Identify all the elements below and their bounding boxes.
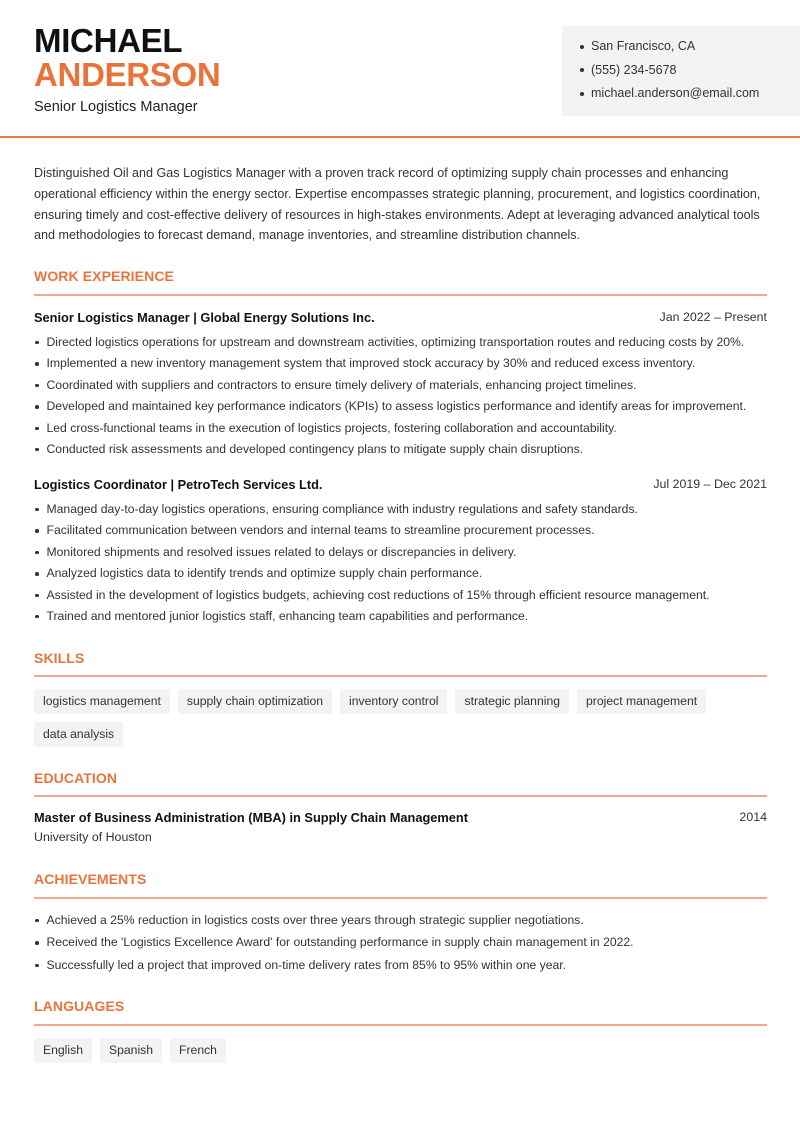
professional-summary: Distinguished Oil and Gas Logistics Manager with a proven track record of optimizing supply chain processes and enhancing operational efficiency within the energy sector. Expertise encompasses strategic planning, procurement, and logistics coordination, ensuring timely and cost-effective delivery of resources in high-stakes environments. Adept at leveraging advanced analytical tools and methodologies to forecast demand, manage inventories, and streamline distribution channels. xyxy=(34,166,761,243)
list-item xyxy=(34,418,774,439)
bullet-icon xyxy=(35,529,39,533)
skill-chip: data analysis xyxy=(34,722,123,747)
section-divider xyxy=(34,1024,767,1026)
contact-phone xyxy=(580,59,800,83)
job-role: Logistics Coordinator | PetroTech Services Ltd. xyxy=(34,477,323,492)
bullet-icon xyxy=(35,594,39,598)
job-dates: Jul 2019 – Dec 2021 xyxy=(653,477,767,491)
contact-location xyxy=(580,35,800,59)
skill-chip: project management xyxy=(577,689,706,714)
bullet-text: Assisted in the development of logistics budgets, achieving cost reductions of 15% through efficient resource management. xyxy=(46,587,710,602)
list-item xyxy=(34,353,774,374)
bullet-icon xyxy=(35,508,39,512)
bullet-text: Successfully led a project that improved on-time delivery rates from 85% to 95% within one year. xyxy=(46,957,567,972)
first-name: MICHAEL xyxy=(34,22,183,59)
list-item xyxy=(34,563,774,584)
list-item xyxy=(34,499,774,520)
section-title-work-experience: WORK EXPERIENCE xyxy=(34,268,174,284)
job-role: Senior Logistics Manager | Global Energy Solutions Inc. xyxy=(34,310,375,325)
bullet-icon xyxy=(35,384,39,388)
skill-chip: logistics management xyxy=(34,689,170,714)
job-dates: Jan 2022 – Present xyxy=(659,310,767,324)
graduation-year: 2014 xyxy=(739,810,767,824)
bullet-icon xyxy=(35,572,39,576)
last-name: ANDERSON xyxy=(34,56,221,93)
job-header-2 xyxy=(34,477,767,492)
bullet-icon xyxy=(580,92,584,96)
bullet-icon xyxy=(35,341,39,345)
skill-chip: supply chain optimization xyxy=(178,689,332,714)
list-item xyxy=(34,439,774,460)
list-item xyxy=(34,909,774,932)
bullet-icon xyxy=(35,941,39,945)
section-divider xyxy=(34,675,767,677)
skills-list xyxy=(34,689,774,747)
contact-box xyxy=(562,26,800,116)
bullet-text: Received the 'Logistics Excellence Award' for outstanding performance in supply chain management in 2022. xyxy=(46,935,634,950)
list-item xyxy=(34,375,774,396)
bullet-text: Facilitated communication between vendors and internal teams to streamline procurement processes. xyxy=(46,523,595,538)
degree: Master of Business Administration (MBA) in Supply Chain Management xyxy=(34,810,468,825)
contact-location-text: San Francisco, CA xyxy=(591,39,696,53)
bullet-icon xyxy=(35,919,39,923)
bullet-icon xyxy=(580,68,584,72)
school-name: University of Houston xyxy=(34,830,152,844)
achievements-list xyxy=(34,909,774,977)
list-item xyxy=(34,932,774,955)
contact-email[interactable] xyxy=(580,82,800,106)
list-item xyxy=(34,520,774,541)
resume-header xyxy=(0,0,800,138)
bullet-text: Analyzed logistics data to identify trends and optimize supply chain performance. xyxy=(46,566,483,581)
section-title-skills: SKILLS xyxy=(34,650,85,666)
bullet-icon xyxy=(35,615,39,619)
bullet-icon xyxy=(35,964,39,968)
section-divider xyxy=(34,897,767,899)
bullet-text: Led cross-functional teams in the execution of logistics projects, fostering collaboration and accountability. xyxy=(46,420,617,435)
section-divider xyxy=(34,795,767,797)
skill-chip: inventory control xyxy=(340,689,447,714)
language-chip: English xyxy=(34,1038,92,1063)
list-item xyxy=(34,542,774,563)
list-item xyxy=(34,606,774,627)
bullet-text: Managed day-to-day logistics operations, ensuring compliance with industry regulations and safety standards. xyxy=(46,502,638,516)
bullet-text: Conducted risk assessments and developed contingency plans to mitigate supply chain disruptions. xyxy=(46,441,584,456)
bullet-text: Directed logistics operations for upstream and downstream activities, optimizing transportation routes and reducing costs by 20%. xyxy=(46,335,745,349)
languages-list xyxy=(34,1038,774,1063)
section-title-education: EDUCATION xyxy=(34,770,118,786)
contact-phone-text: (555) 234-5678 xyxy=(591,62,677,77)
bullet-icon xyxy=(35,427,39,431)
bullet-text: Coordinated with suppliers and contractors to ensure timely delivery of materials, enhancing project timelines. xyxy=(46,377,637,392)
section-title-achievements: ACHIEVEMENTS xyxy=(34,871,147,887)
language-chip: Spanish xyxy=(100,1038,162,1063)
bullet-text: Monitored shipments and resolved issues related to delays or discrepancies in delivery. xyxy=(46,544,517,559)
skill-chip: strategic planning xyxy=(455,689,569,714)
job-bullets-2 xyxy=(34,499,774,627)
bullet-icon xyxy=(35,405,39,409)
bullet-text: Trained and mentored junior logistics staff, enhancing team capabilities and performance. xyxy=(46,608,529,623)
list-item xyxy=(34,954,774,977)
list-item xyxy=(34,585,774,606)
section-divider xyxy=(34,294,767,296)
bullet-text: Achieved a 25% reduction in logistics costs over three years through strategic supplier negotiations. xyxy=(46,912,584,927)
contact-email-text[interactable]: michael.anderson@email.com xyxy=(591,86,760,100)
education-header xyxy=(34,810,767,825)
bullet-icon xyxy=(35,551,39,555)
bullet-text: Developed and maintained key performance indicators (KPIs) to assess logistics performance and identify areas for improvement. xyxy=(46,399,747,414)
bullet-icon xyxy=(580,45,584,49)
language-chip: French xyxy=(170,1038,226,1063)
section-title-languages: LANGUAGES xyxy=(34,998,125,1014)
list-item xyxy=(34,396,774,417)
job-bullets-1 xyxy=(34,332,774,460)
job-header-1 xyxy=(34,310,767,325)
job-title: Senior Logistics Manager xyxy=(34,99,198,115)
bullet-text: Implemented a new inventory management system that improved stock accuracy by 30% and reduced excess inventory. xyxy=(46,356,696,371)
bullet-icon xyxy=(35,362,39,366)
list-item xyxy=(34,332,774,353)
bullet-icon xyxy=(35,448,39,452)
